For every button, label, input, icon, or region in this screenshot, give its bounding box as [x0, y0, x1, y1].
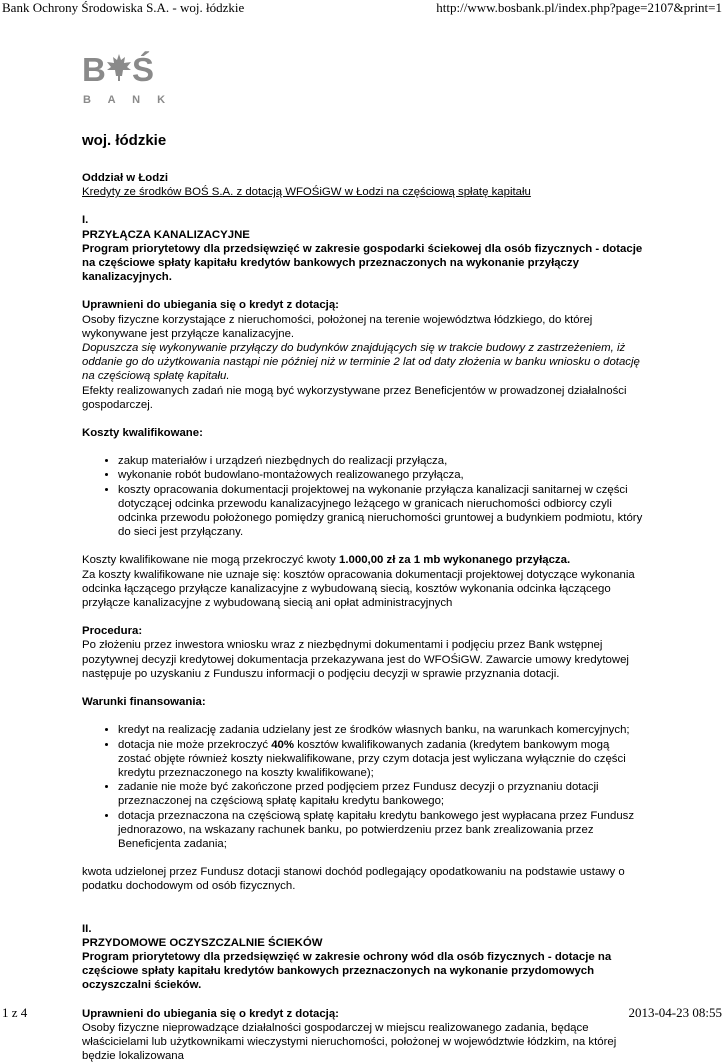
page-title: woj. łódzkie	[82, 132, 167, 149]
print-footer-page: 1 z 4	[2, 1005, 28, 1020]
section1-eligible-text: Osoby fizyczne korzystające z nieruchomości, położonej na terenie województwa łódzkiego, do której wykonywane jest przyłącze kanalizacyjne.	[82, 313, 593, 340]
section2-program: Program priorytetowy dla przedsięwzięć w zakresie ochrony wód dla osób fizycznych - dotacje na częściowe spłaty kapitału kredytów bankowych przeznaczonych na wykonanie przydomowych oczyszczalni ścieków.	[82, 950, 612, 992]
section1-costs-list	[82, 454, 644, 539]
section1-costs-limit	[82, 553, 644, 567]
logo-graphic	[82, 50, 173, 106]
list-item: • kredyt na realizację zadania udzielany jest ze środków własnych banku, na warunkach komercyjnych;	[118, 723, 644, 737]
terms-percent: 40%	[271, 738, 295, 751]
branch-name: Oddział w Łodzi	[82, 172, 169, 184]
logo-text-s: Ś	[132, 51, 155, 88]
page-content	[82, 132, 644, 1063]
section1-costs-excluded: Za koszty kwalifikowane nie uznaje się: kosztów opracowania dokumentacji projektowej dotyczące wykonania odcinka łączącego przyłącze kanalizacyjne z wybudowaną siecią, kosztów wykonania odcinka łączącego przyłącze kanalizacyjne z wybudowaną siecią ani opłat administracyjnych	[82, 568, 635, 610]
section1-terms-heading: Warunki finansowania:	[82, 696, 206, 709]
logo-text: B	[82, 51, 105, 88]
section2-title: PRZYDOMOWE OCZYSZCZALNIE ŚCIEKÓW	[82, 936, 323, 949]
branch-link[interactable]: Kredyty ze środków BOŚ S.A. z dotacją WFOŚiGW w Łodzi na częściową spłatę kapitału	[82, 186, 531, 199]
print-footer-datetime: 2013-04-23 08:55	[628, 1005, 722, 1020]
costs-limit-text: Koszty kwalifikowane nie mogą przekroczyć kwoty	[82, 554, 340, 567]
section1-tax-note: kwota udzielonej przez Fundusz dotacji stanowi dochód podlegający opodatkowaniu na podstawie ustawy o podatku dochodowym od osób fizycznych.	[82, 866, 625, 893]
logo-subtext: B A N K	[83, 94, 173, 106]
section1-title: PRZYŁĄCZA KANALIZACYJNE	[82, 228, 250, 241]
section1-program: Program priorytetowy dla przedsięwzięć w zakresie gospodarki ściekowej dla osób fizycznych - dotacje na częściowe spłaty kapitału kredytów bankowych przeznaczonych na wykonanie przyłączy kanalizacyjnych.	[82, 242, 643, 284]
maple-leaf-icon	[107, 54, 131, 81]
list-item: • zakup materiałów i urządzeń niezbędnych do realizacji przyłącza,	[118, 454, 644, 468]
print-header-url: http://www.bosbank.pl/index.php?page=2107&print=1	[436, 0, 722, 15]
section1-number: I.	[82, 214, 89, 227]
terms-text: dotacja nie może przekroczyć	[118, 738, 272, 751]
section2-number: II.	[82, 922, 92, 935]
terms-text: kosztów kwalifikowanych zadania (kredytem bankowym mogą zostać objęte również koszty niekwalifikowane, przy czym dotacja jest wyliczana wyłącznie do części kredytu przeznaczonego na koszty kwalifikowane);	[118, 738, 626, 779]
section1-costs-heading: Koszty kwalifikowane:	[82, 427, 203, 440]
print-header-title: Bank Ochrony Środowiska S.A. - woj. łódzkie	[2, 0, 245, 15]
bos-bank-logo[interactable]	[82, 50, 173, 106]
list-item: • wykonanie robót budowlano-montażowych realizowanego przyłącza,	[118, 468, 644, 482]
costs-limit-amount: 1.000,00 zł za 1 mb wykonanego przyłącza.	[339, 554, 571, 567]
section1-eligible-heading: Uprawnieni do ubiegania się o kredyt z dotacją:	[82, 299, 339, 312]
section1-eligible-effects: Efekty realizowanych zadań nie mogą być wykorzystywane przez Beneficjentów w prowadzonej działalności gospodarczej.	[82, 384, 627, 411]
list-item: • dotacja przeznaczona na częściową spłatę kapitału kredytu bankowego jest wypłacana przez Fundusz jednorazowo, na wskazany rachunek banku, po potwierdzeniu przez bank zrealizowania przez Beneficjenta zadania;	[118, 809, 644, 852]
list-item: • koszty opracowania dokumentacji projektowej na wykonanie przyłącza kanalizacji sanitarnej w części dotyczącej odcinka przewodu kanalizacyjnego leżącego w granicach nieruchomości odbiorcy czyli odcinka przewodu położonego pomiędzy granicą nieruchomości gruntowej a budynkiem podmiotu, który do sieci jest przyłączany.	[118, 483, 644, 540]
list-item: • zadanie nie może być zakończone przed podjęciem przez Fundusz decyzji o przyznaniu dotacji przeznaczonej na częściową spłatę kapitału kredytu bankowego;	[118, 780, 644, 808]
list-item	[118, 738, 644, 781]
section1-procedure-heading: Procedura:	[82, 625, 143, 638]
section1-procedure-text: Po złożeniu przez inwestora wniosku wraz z niezbędnymi dokumentami i podjęciu przez Bank wstępnej pozytywnej decyzji kredytowej dokumentacja przekazywana jest do WFOŚiGW. Zawarcie umowy kredytowej następuje po uzyskaniu z Funduszu informacji o podjęciu decyzji w sprawie przyznania dotacji.	[82, 639, 629, 680]
section2-eligible-heading: Uprawnieni do ubiegania się o kredyt z dotacją:	[82, 1007, 339, 1020]
section1-terms-list	[82, 723, 644, 851]
section1-eligible-italic: Dopuszcza się wykonywanie przyłączy do budynków znajdujących się w trakcie budowy z zastrzeżeniem, iż oddanie go do użytkowania nastąpi nie później niż w terminie 2 lat od daty złożenia w banku wniosku o dotację na częściową spłatę kapitału.	[82, 342, 640, 383]
section2-eligible-text: Osoby fizyczne nieprowadzące działalności gospodarczej w miejscu realizowanego zadania, będące właścicielami lub użytkownikami wieczystymi nieruchomości, położonej w województwie łódzkim, na której będzie lokalizowana	[82, 1021, 617, 1063]
